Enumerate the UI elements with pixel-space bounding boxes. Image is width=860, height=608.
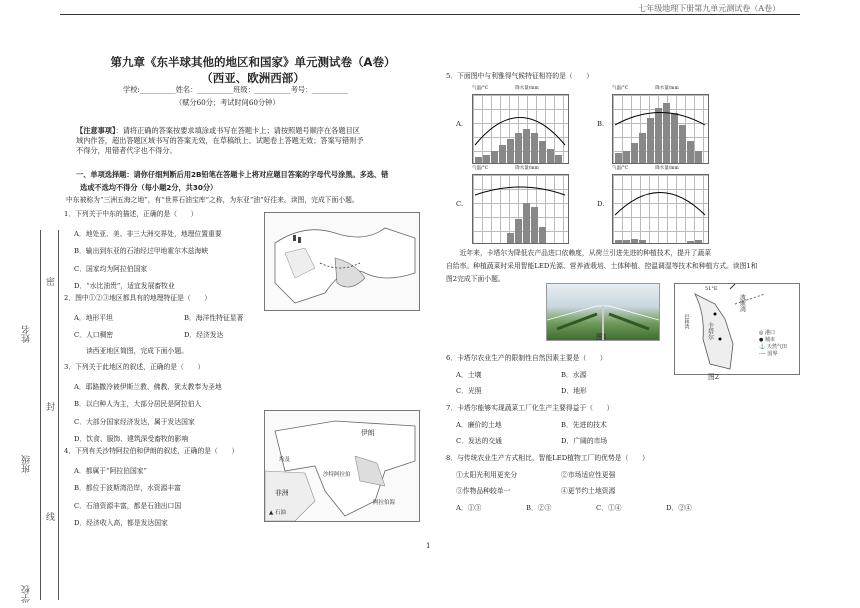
q5-option-b-label[interactable]: B. bbox=[597, 120, 605, 128]
map-lat-label: 51°E bbox=[705, 286, 718, 292]
chart-d-axis-right: 降水量/mm bbox=[655, 166, 679, 171]
map2-label-egypt: 埃及 bbox=[279, 457, 291, 463]
qatar-map-legend bbox=[759, 330, 787, 358]
side-label-school: 学校 bbox=[22, 585, 32, 603]
student-info-fields: 学校:__________姓名：__________班级：__________考号：__________ bbox=[123, 85, 349, 94]
figure-2-qatar-map bbox=[674, 283, 800, 375]
climate-chart-a[interactable] bbox=[472, 84, 569, 164]
legend-border: ---- 国界 bbox=[759, 351, 778, 357]
map-qatar-label: 卡塔尔 bbox=[706, 322, 714, 340]
map2-label-saudi: 沙特阿拉伯 bbox=[323, 472, 351, 478]
q8-option-b[interactable]: B．②③ bbox=[526, 503, 552, 512]
question-8 bbox=[446, 450, 692, 516]
map2-shapes bbox=[265, 411, 419, 521]
q1-stem: 1．下列关于中东的描述，正确的是（ ） bbox=[64, 210, 198, 218]
question-3 bbox=[64, 363, 222, 449]
legend-port: ◎ 港口 bbox=[759, 330, 775, 336]
score-time: （赋分60分；考试时间60分钟） bbox=[175, 98, 280, 107]
q7-option-c[interactable]: C．发达的交通 bbox=[456, 437, 502, 445]
q6-option-d[interactable]: D．地形 bbox=[561, 387, 587, 395]
q2-stem: 2．图中①②③地区都具有的地理特征是（ ） bbox=[64, 294, 212, 302]
notice-text-1: ：请将正确的答案按要求填涂或书写在答题卡上；请按照题号顺序在各题目区 bbox=[115, 126, 360, 135]
q3-option-d[interactable]: D．饮食、服饰、建筑深受畜牧的影响 bbox=[74, 435, 189, 443]
figure-1-caption: 图1 bbox=[596, 333, 608, 341]
exam-title-line2: （西亚、欧洲西部） bbox=[201, 71, 305, 85]
q6-stem: 6．卡塔尔农业生产的限制性自然因素主要是（ ） bbox=[446, 354, 607, 362]
q1-option-a[interactable]: A．地处亚、美、非三大洲交界处，地理位置重要 bbox=[74, 229, 222, 238]
side-label-xian: 线 bbox=[46, 513, 56, 523]
q2-option-a[interactable]: A．地形平坦 bbox=[74, 313, 113, 322]
q4-option-a[interactable]: A．都属于“阿拉伯国家” bbox=[74, 466, 148, 475]
map2-label-gulf: 阿拉伯海 bbox=[373, 500, 396, 506]
map2-legend: ▲ 石油 bbox=[269, 510, 286, 516]
q4-stem: 4．下列有关沙特阿拉伯和伊朗的叙述，正确的是（ ） bbox=[64, 447, 239, 455]
q5-option-a-label[interactable]: A. bbox=[456, 120, 464, 128]
binding-line-right bbox=[58, 230, 59, 600]
chart-a-axis-left: 气温/°C bbox=[472, 86, 489, 91]
q6-option-b[interactable]: B．水源 bbox=[561, 370, 587, 379]
chart-b-axis-left: 气温/°C bbox=[612, 86, 629, 91]
q3-option-c[interactable]: C．大部分国家经济发达，属于发达国家 bbox=[74, 417, 195, 426]
question-6 bbox=[446, 350, 607, 400]
map-bay-label: 巴林湾 bbox=[683, 314, 690, 329]
photo-shapes bbox=[547, 284, 659, 340]
binding-line-left bbox=[40, 230, 41, 600]
chart-c-axis-right: 降水量/mm bbox=[515, 166, 539, 171]
q2-option-d[interactable]: D．经济发达 bbox=[184, 331, 224, 339]
west-asia-map-2 bbox=[264, 410, 420, 522]
map-persian-gulf: 波斯湾 bbox=[738, 294, 746, 312]
q3-option-a[interactable]: A．耶路撒冷被伊斯兰教、佛教、犹太教奉为圣地 bbox=[74, 382, 222, 391]
q5-stem: 5．下面图中与利雅得气候特征相符的是（ ） bbox=[446, 72, 594, 80]
side-label-name: 姓名 bbox=[22, 325, 32, 343]
notice-block bbox=[76, 126, 424, 156]
question-4 bbox=[64, 447, 238, 533]
q7-option-b[interactable]: B．先进的技术 bbox=[561, 420, 607, 429]
q8-item-2: ②市场适应性更强 bbox=[561, 470, 616, 479]
side-label-mi: 密 bbox=[46, 278, 56, 288]
q6-option-a[interactable]: A．土壤 bbox=[456, 370, 482, 379]
legend-city: ● 城市 bbox=[759, 337, 775, 343]
chart-c-axis-left: 气温/°C bbox=[472, 166, 489, 171]
notice-text-3: 不得分，用错者代字也不得分。 bbox=[76, 146, 177, 155]
section1-intro: 中东被称为“三洲五海之地”，有“世界石油宝库”之称，为东亚“油”好往来。读图，完成下面小题。 bbox=[66, 196, 359, 204]
side-label-class: 班级 bbox=[22, 455, 32, 473]
passage-line-1: 近年来，卡塔尔为降低农产品进口依赖度，从荷兰引进先进的种植技术，提升了蔬菜 bbox=[446, 249, 712, 257]
chart-b-axis-right: 降水量/mm bbox=[655, 86, 679, 91]
side-label-feng: 封 bbox=[46, 403, 56, 413]
chart-d-axis-left: 气温/°C bbox=[612, 166, 629, 171]
q5-option-c-label[interactable]: C. bbox=[456, 200, 464, 208]
q3-stem: 3．下列关于此地区的叙述，正确的是（ ） bbox=[64, 363, 205, 371]
q8-option-a[interactable]: A．①③ bbox=[456, 503, 482, 512]
notice-text-2: 域内作答，超出答题区域书写的答案无效，在草稿纸上、试题卷上答题无效；答案写错则予 bbox=[76, 136, 364, 145]
section1-heading-2: 选或不选均不得分（每小题2分，共30分） bbox=[80, 183, 218, 192]
page-number: 1 bbox=[426, 542, 431, 550]
map2-label-africa: 非洲 bbox=[275, 489, 289, 497]
q8-item-4: ④更节约土地资源 bbox=[561, 487, 616, 495]
question-7 bbox=[446, 400, 613, 450]
q8-option-d[interactable]: D．②④ bbox=[666, 503, 692, 512]
section1-heading-1: 一、单项选择题：请你仔细判断后用2B铅笔在答题卡上将对应题目答案的字母代号涂黑。多选、错 bbox=[76, 170, 389, 179]
notice-label: 【注意事项】 bbox=[76, 126, 116, 135]
figure-2-caption: 图2 bbox=[708, 373, 720, 381]
passage-line-2: 自给率。种植蔬菜时采用智能LED光源、营养液栽培、土体种植、控温调湿等技术和种植方式。读图1和 bbox=[446, 262, 758, 270]
climate-chart-c[interactable] bbox=[472, 164, 569, 244]
q1-option-d[interactable]: D．“水比油贵”，适宜发展畜牧业 bbox=[74, 282, 175, 290]
q1-option-c[interactable]: C．国家均为阿拉伯国家 bbox=[74, 264, 148, 273]
q8-item-3: ③作物品种较单一 bbox=[456, 487, 511, 495]
question-1 bbox=[64, 210, 222, 296]
q3-option-b[interactable]: B．以白种人为主，大部分居民是阿拉伯人 bbox=[74, 400, 202, 408]
header-rule bbox=[60, 14, 800, 15]
middle-east-map-1 bbox=[264, 212, 420, 311]
qatar-passage bbox=[446, 247, 800, 286]
q7-stem: 7．卡塔尔能够实现蔬菜工厂化生产主要得益于（ ） bbox=[446, 404, 614, 412]
q4-option-d[interactable]: D．经济收入高，都是发达国家 bbox=[74, 519, 168, 527]
exam-title-line1: 第九章《东半球其他的地区和国家》单元测试卷（A卷） bbox=[110, 55, 396, 69]
q3-4-intro: 读西亚地区简图，完成下面小题。 bbox=[86, 347, 188, 355]
climate-chart-d[interactable] bbox=[612, 164, 709, 244]
q7-option-d[interactable]: D．广阔的市场 bbox=[561, 437, 608, 445]
map2-label-iran: 伊朗 bbox=[361, 429, 375, 437]
running-header: 七年级地理下册第九单元测试卷（A卷） bbox=[638, 4, 780, 13]
q2-option-b[interactable]: B．海洋性特征显著 bbox=[184, 313, 244, 322]
q5-option-d-label[interactable]: D. bbox=[597, 200, 605, 208]
chart-a-axis-right: 降水量/mm bbox=[515, 86, 539, 91]
q7-option-a[interactable]: A．廉价的土地 bbox=[456, 420, 502, 429]
climate-chart-b[interactable] bbox=[612, 84, 709, 164]
map1-shapes bbox=[265, 213, 419, 310]
q8-item-1: ①太阳光利用更充分 bbox=[456, 470, 518, 479]
q2-option-c[interactable]: C．人口稠密 bbox=[74, 331, 114, 339]
q8-stem: 8．与传统农业生产方式相比，智能LED植物工厂的优势是（ ） bbox=[446, 454, 649, 462]
q4-option-b[interactable]: B．都位于波斯湾沿岸，水资源丰富 bbox=[74, 484, 181, 492]
q6-option-c[interactable]: C．光照 bbox=[456, 387, 482, 395]
legend-gasfield: ⚓ 天然气田 bbox=[759, 344, 787, 350]
question-2 bbox=[64, 294, 243, 345]
q1-option-b[interactable]: B．输出到东亚的石油经过甲地霍尔木兹海峡 bbox=[74, 247, 209, 255]
q4-option-c[interactable]: C．石油资源丰富，都是石油出口国 bbox=[74, 501, 182, 510]
passage-line-3: 图2完成下面小题。 bbox=[446, 275, 505, 283]
q8-option-c[interactable]: C．①④ bbox=[596, 503, 622, 512]
